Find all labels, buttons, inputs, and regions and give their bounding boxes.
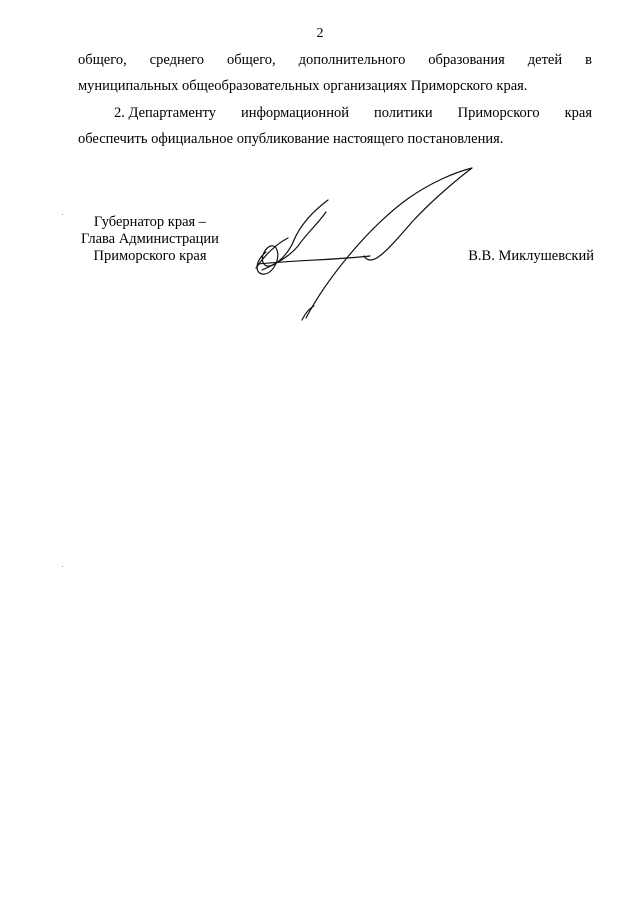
word: детей — [527, 52, 563, 68]
paragraph-line-2: муниципальных общеобразовательных организациях Приморского края. — [78, 78, 528, 94]
word: дополнительного — [298, 52, 406, 68]
word: общего, — [78, 52, 127, 68]
scan-speck — [62, 566, 63, 567]
word: Приморского — [457, 105, 540, 121]
word: информационной — [240, 105, 349, 121]
word: среднего — [149, 52, 205, 68]
paragraph-line-3 — [114, 105, 592, 122]
word: политики — [373, 105, 433, 121]
word: общего, — [226, 52, 276, 68]
word: в — [585, 52, 592, 68]
signatory-title-line: Приморского края — [93, 248, 207, 264]
paragraph-line-1 — [78, 52, 592, 69]
page-number: 2 — [316, 26, 324, 41]
word: 2. Департаменту — [114, 105, 216, 121]
signatory-title — [72, 214, 228, 265]
scan-speck — [62, 214, 63, 215]
signatory-name: В.В. Миклушевский — [468, 248, 594, 264]
paragraph-line-4: обеспечить официальное опубликование настоящего постановления. — [78, 131, 504, 147]
word: края — [564, 105, 592, 121]
handwritten-signature — [236, 160, 486, 330]
signatory-title-line: Глава Администрации — [81, 231, 219, 247]
word: образования — [428, 52, 505, 68]
signatory-title-line: Губернатор края – — [93, 214, 207, 230]
